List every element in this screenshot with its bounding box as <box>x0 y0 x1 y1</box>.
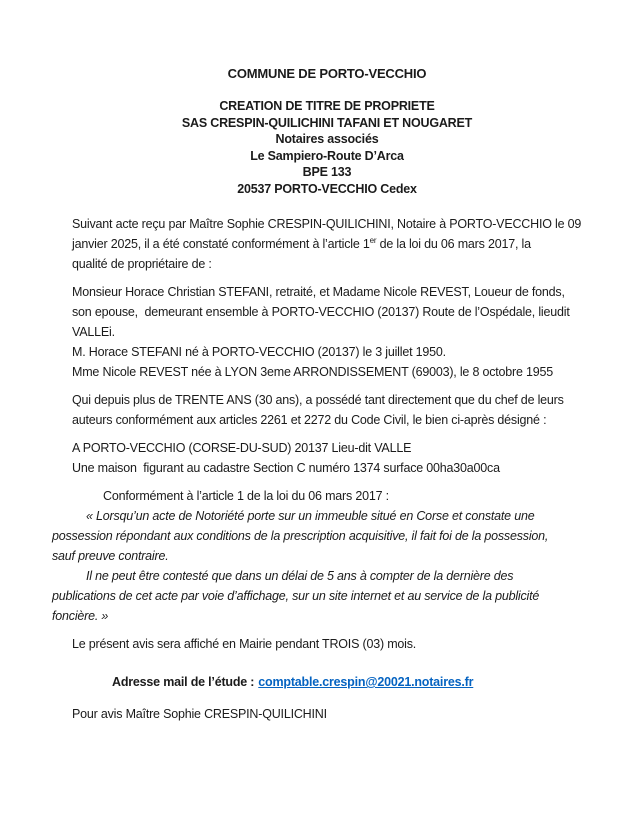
text-line: son epouse, demeurant ensemble à PORTO-VECCHIO (20137) Route de l’Ospédale, lieudit <box>72 305 570 319</box>
property-paragraph <box>72 438 582 478</box>
text-line: qualité de propriétaire de : <box>72 257 212 271</box>
text-line: Qui depuis plus de TRENTE ANS (30 ans), a possédé tant directement que du chef de leurs <box>72 393 564 407</box>
text-line: Mme Nicole REVEST née à LYON 3eme ARRONDISSEMENT (69003), le 8 octobre 1955 <box>72 365 554 379</box>
text-line: Conformément à l’article 1 de la loi du 06 mars 2017 : <box>103 489 389 503</box>
text-line: Pour avis Maître Sophie CRESPIN-QUILICHINI <box>72 707 327 721</box>
text-line: sauf preuve contraire. <box>52 549 169 563</box>
email-link[interactable]: comptable.crespin@20021.notaires.fr <box>258 675 474 689</box>
quote-paragraph-2 <box>52 566 582 626</box>
email-paragraph <box>112 672 582 692</box>
header-line-role: Notaires associés <box>275 132 379 146</box>
text-line <box>72 234 582 254</box>
text-line: Monsieur Horace Christian STEFANI, retraité, et Madame Nicole REVEST, Loueur de fonds, <box>72 285 565 299</box>
header-line-box: BPE 133 <box>302 165 352 179</box>
quote-paragraph-1 <box>52 506 582 566</box>
intro-paragraph <box>72 214 582 274</box>
text-line: publications de cet acte par voie d’affichage, sur un site internet et au service de la publicité <box>52 589 540 603</box>
text-line: M. Horace STEFANI né à PORTO-VECCHIO (20137) le 3 juillet 1950. <box>72 345 446 359</box>
text-line: A PORTO-VECCHIO (CORSE-DU-SUD) 20137 Lieu-dit VALLE <box>72 441 412 455</box>
text-line: « Lorsqu’un acte de Notoriété porte sur un immeuble situé en Corse et constate une <box>86 509 535 523</box>
possession-paragraph <box>72 390 582 430</box>
text-line: Une maison figurant au cadastre Section C numéro 1374 surface 00ha30a00ca <box>72 461 500 475</box>
law-reference-paragraph <box>72 486 582 506</box>
text-segment: de la loi du 06 mars 2017, la <box>376 237 531 251</box>
text-line: Suivant acte reçu par Maître Sophie CRESPIN-QUILICHINI, Notaire à PORTO-VECCHIO le 09 <box>72 217 582 231</box>
text-line: Le présent avis sera affiché en Mairie pendant TROIS (03) mois. <box>72 637 417 651</box>
text-segment: janvier 2025, il a été constaté conformément à l’article 1 <box>72 237 370 251</box>
header-line-street: Le Sampiero-Route D’Arca <box>250 148 404 163</box>
text-line: VALLEi. <box>72 325 115 339</box>
notary-office-block <box>72 98 582 197</box>
header-line-city: 20537 PORTO-VECCHIO Cedex <box>237 181 417 196</box>
text-line: Il ne peut être contesté que dans un délai de 5 ans à compter de la dernière des <box>86 569 514 583</box>
text-line: possession répondant aux conditions de la prescription acquisitive, il fait foi de la possession, <box>52 529 549 543</box>
email-label: Adresse mail de l’étude : <box>112 675 255 689</box>
notice-paragraph <box>72 634 582 654</box>
superscript-er: er <box>369 235 377 245</box>
text-line: auteurs conformément aux articles 2261 et 2272 du Code Civil, le bien ci-après désigné : <box>72 413 547 427</box>
owners-paragraph <box>72 282 582 382</box>
document-title: COMMUNE DE PORTO-VECCHIO <box>227 66 427 81</box>
header-line-firm: SAS CRESPIN-QUILICHINI TAFANI ET NOUGARET <box>181 115 473 130</box>
text-line: foncière. » <box>52 609 109 623</box>
header-line-subject: CREATION DE TITRE DE PROPRIETE <box>219 99 435 113</box>
signoff-paragraph <box>72 704 582 724</box>
